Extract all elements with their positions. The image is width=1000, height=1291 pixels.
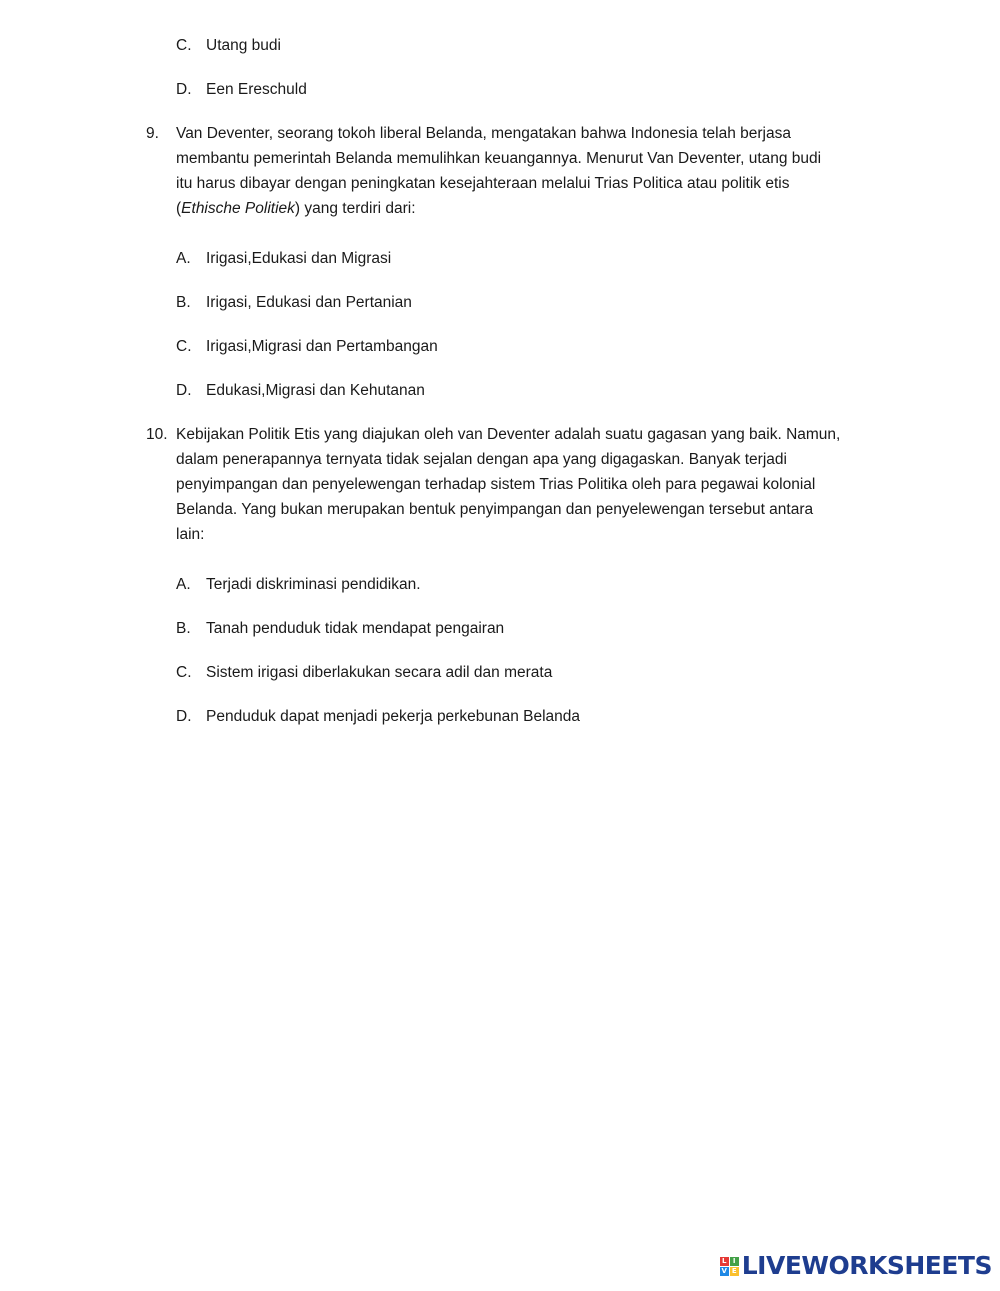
option-letter: A.	[176, 250, 191, 267]
question-10-line-2: dalam penerapannya ternyata tidak sejalan dengan apa yang digagaskan. Banyak terjadi	[176, 451, 787, 468]
option-c-utang-budi[interactable]	[176, 36, 281, 56]
paren-open: (	[176, 200, 182, 217]
question-10-line-1: Kebijakan Politik Etis yang diajukan oleh van Deventer adalah suatu gagasan yang baik. Namun,	[176, 426, 841, 443]
logo-cell-l: L	[720, 1257, 729, 1266]
option-text: Utang budi	[206, 37, 281, 54]
option-text: Terjadi diskriminasi pendidikan.	[206, 576, 421, 593]
option-text: Penduduk dapat menjadi pekerja perkebunan Belanda	[206, 708, 581, 725]
question-10-line-5: lain:	[176, 526, 205, 543]
q9-option-b[interactable]	[176, 293, 412, 313]
question-9-text	[176, 121, 876, 221]
option-letter: C.	[176, 37, 192, 54]
logo-cell-v: V	[721, 1266, 727, 1275]
question-9-line-4	[176, 196, 876, 221]
logo-cell-e: E	[730, 1267, 739, 1276]
option-text: Irigasi,Edukasi dan Migrasi	[206, 250, 392, 267]
option-letter: D.	[176, 81, 192, 98]
option-text: Irigasi,Migrasi dan Pertambangan	[206, 338, 438, 355]
option-letter: B.	[176, 620, 191, 637]
q10-option-c[interactable]	[176, 663, 552, 683]
option-letter: C.	[176, 338, 192, 355]
q9-option-a[interactable]	[176, 249, 391, 269]
question-10-number: 10.	[146, 426, 168, 443]
q10-option-b[interactable]	[176, 619, 504, 639]
q9-option-c[interactable]	[176, 337, 438, 357]
q10-option-d[interactable]	[176, 707, 580, 727]
question-9-line-1: Van Deventer, seorang tokoh liberal Belanda, mengatakan bahwa Indonesia telah berjasa	[176, 125, 791, 142]
option-letter: A.	[176, 576, 191, 593]
question-9-line-3: itu harus dibayar dengan peningkatan kesejahteraan melalui Trias Politica atau politik etis	[176, 175, 790, 192]
option-letter: C.	[176, 664, 192, 681]
q9-option-d[interactable]	[176, 381, 425, 401]
logo-cell-i: I	[730, 1257, 739, 1266]
question-9-line-2: membantu pemerintah Belanda memulihkan keuangannya. Menurut Van Deventer, utang budi	[176, 150, 822, 167]
option-d-een-ereschuld[interactable]	[176, 80, 307, 100]
option-text: Tanah penduduk tidak mendapat pengairan	[206, 620, 505, 637]
q10-option-a[interactable]	[176, 575, 421, 595]
option-letter: B.	[176, 294, 191, 311]
brand-wordmark: LIVEWORKSHEETS	[741, 1251, 992, 1280]
live-logo-icon	[720, 1257, 739, 1276]
liveworksheets-logo[interactable]	[720, 1251, 992, 1281]
question-10-line-3: penyimpangan dan penyelewengan terhadap sistem Trias Politika oleh para pegawai kolonial	[176, 476, 816, 493]
option-text: Een Ereschuld	[206, 81, 307, 98]
option-letter: D.	[176, 708, 192, 725]
question-10-line-4: Belanda. Yang bukan merupakan bentuk penyimpangan dan penyelewengan tersebut antara	[176, 501, 814, 518]
option-text: Sistem irigasi diberlakukan secara adil dan merata	[206, 664, 553, 681]
option-text: Irigasi, Edukasi dan Pertanian	[206, 294, 412, 311]
question-10-text	[176, 422, 876, 547]
question-9-line-4-end: ) yang terdiri dari:	[294, 200, 416, 217]
option-letter: D.	[176, 382, 192, 399]
option-text: Edukasi,Migrasi dan Kehutanan	[206, 382, 425, 399]
ethische-politiek-term: Ethische Politiek	[181, 200, 295, 217]
question-9-number: 9.	[146, 125, 159, 142]
